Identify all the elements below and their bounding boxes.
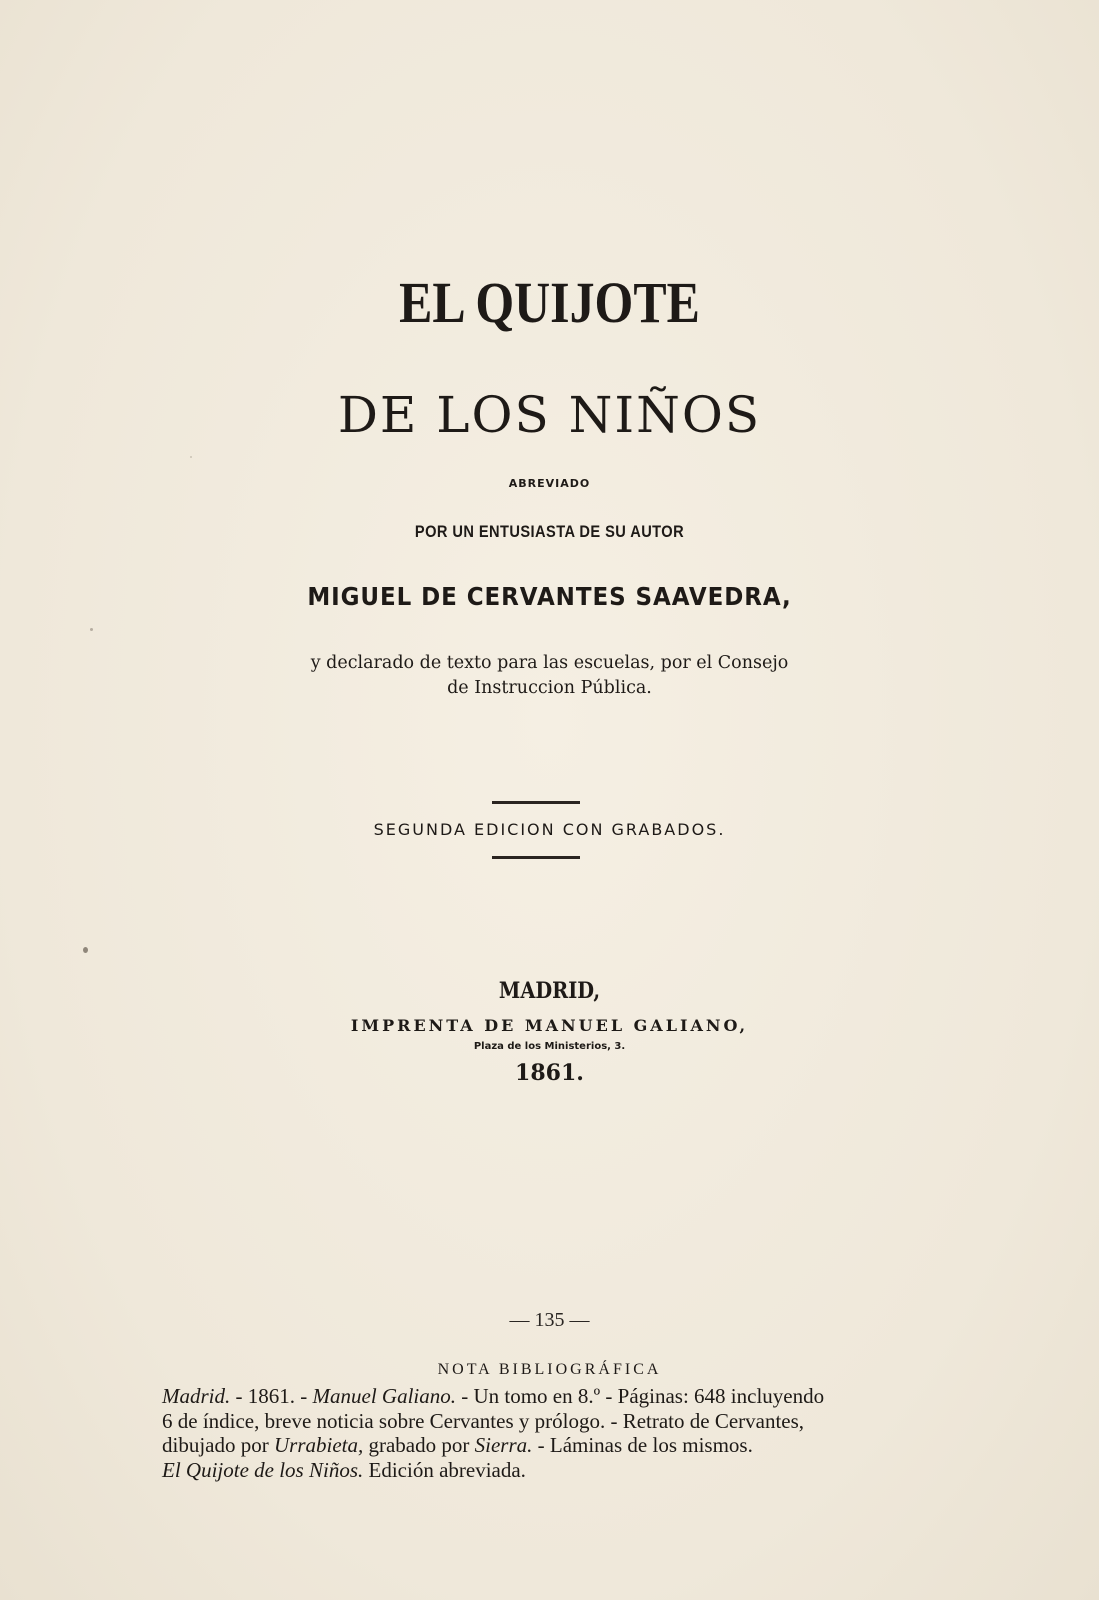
- paper-speck: [190, 456, 192, 458]
- paper-speck: [83, 947, 88, 953]
- nota-sierra-italic: Sierra.: [474, 1433, 533, 1457]
- declarado-text: [0, 651, 1099, 701]
- printer: IMPRENTA DE MANUEL GALIANO,: [350, 1016, 749, 1035]
- nota-printer-italic: Manuel Galiano.: [312, 1384, 456, 1408]
- nota-body: [162, 1384, 908, 1482]
- nota-city-italic: Madrid.: [162, 1384, 231, 1408]
- address: Plaza de los Ministerios, 3.: [473, 1041, 626, 1052]
- year: 1861.: [515, 1060, 584, 1086]
- title-line-1: EL QUIJOTE: [399, 270, 700, 335]
- nota-year-text: - 1861. -: [230, 1384, 313, 1408]
- declarado-line-1: y declarado de texto para las escuelas, por el Consejo: [310, 653, 789, 673]
- nota-grabado-text: grabado por: [363, 1433, 475, 1457]
- page-number: — 135 —: [509, 1309, 590, 1331]
- rule-top: [492, 801, 580, 804]
- nota-title: NOTA BIBLIOGRÁFICA: [437, 1361, 662, 1378]
- nota-urrabieta-italic: Urrabieta,: [273, 1433, 364, 1457]
- nota-book-title-italic: El Quijote de los Niños.: [162, 1457, 364, 1482]
- title-line-2: DE LOS NIÑOS: [337, 386, 762, 444]
- paper-speck: [90, 628, 93, 631]
- nota-line-2: 6 de índice, breve noticia sobre Cervantes y prólogo. - Retrato de Cervantes,: [162, 1408, 805, 1433]
- nota-edicion-text: Edición abreviada.: [363, 1457, 526, 1482]
- abreviado-label: ABREVIADO: [508, 477, 591, 490]
- edition-line: SEGUNDA EDICION CON GRABADOS.: [373, 820, 726, 839]
- nota-line-1: [162, 1384, 908, 1409]
- por-un-entusiasta: POR UN ENTUSIASTA DE SU AUTOR: [414, 522, 685, 541]
- author-name: MIGUEL DE CERVANTES SAAVEDRA,: [307, 582, 792, 611]
- rule-bottom: [492, 856, 580, 859]
- nota-line-3: [162, 1433, 908, 1458]
- nota-line-4: [162, 1458, 908, 1483]
- nota-tomo-text: - Un tomo en 8.º - Páginas: 648 incluyendo: [455, 1384, 825, 1408]
- nota-laminas-text: - Láminas de los mismos.: [532, 1433, 753, 1457]
- nota-dibujado-text: dibujado por: [162, 1433, 274, 1457]
- declarado-line-2: de Instruccion Pública.: [447, 678, 652, 698]
- city: MADRID,: [498, 978, 601, 1004]
